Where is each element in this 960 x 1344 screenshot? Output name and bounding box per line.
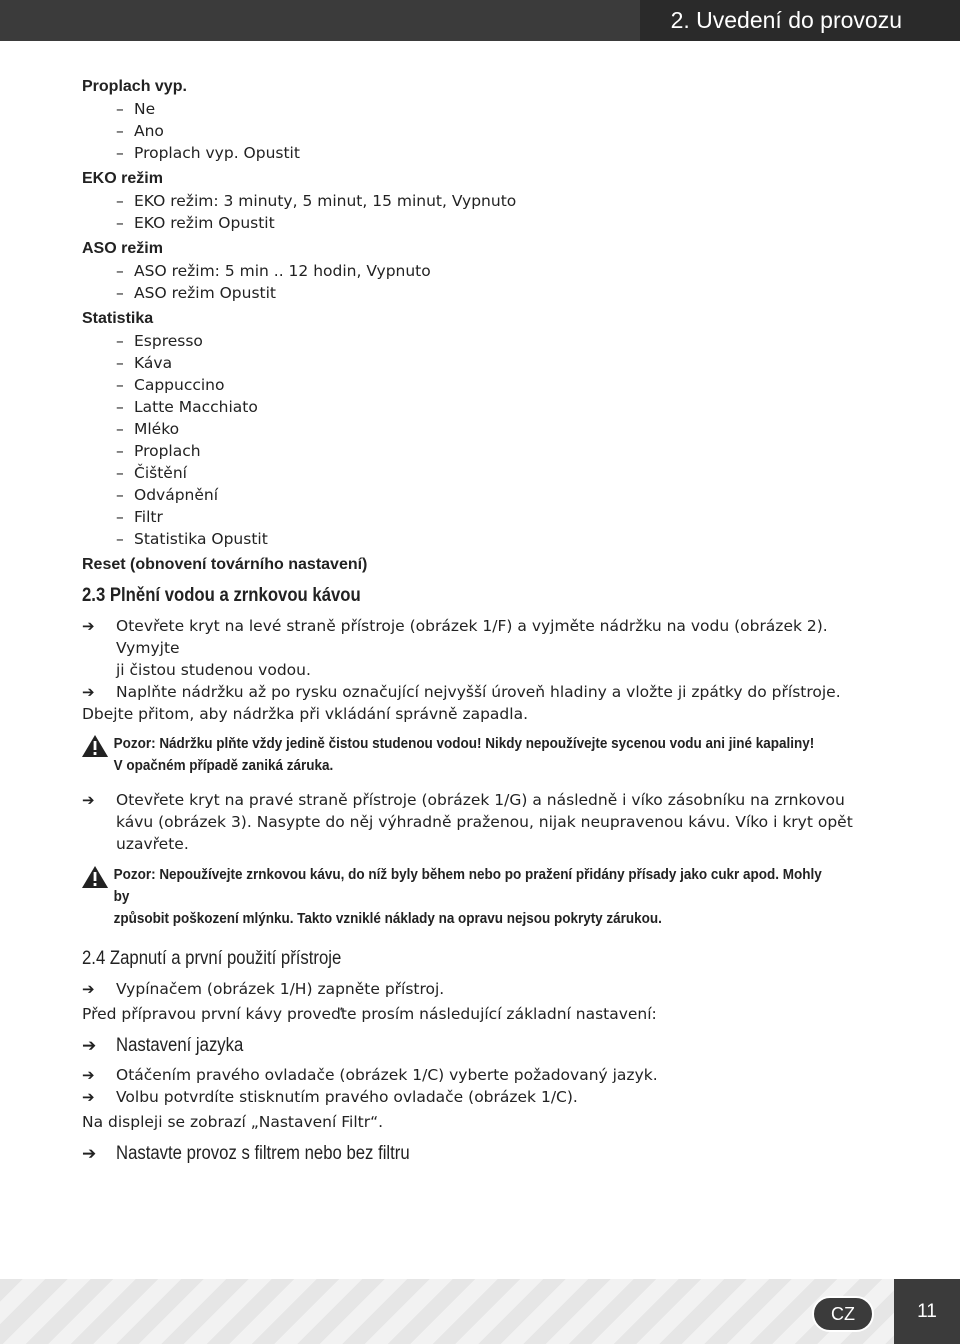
paragraph-fill-tank: ➔ Naplňte nádržku až po rysku označující nejvyšší úroveň hladiny a vložte ji zpátky do přístroje. (82, 683, 841, 701)
page-number: 11 (894, 1279, 960, 1344)
list-item: – Odvápnění (116, 486, 219, 504)
menu-heading-reset: Reset (obnovení továrního nastavení) (82, 556, 368, 573)
warning-icon (82, 735, 108, 764)
list-item: – Cappuccino (116, 376, 225, 394)
arrow-icon: ➔ (82, 791, 95, 809)
paragraph-basic-settings: Před přípravou první kávy proveďte prosím následující základní nastavení: (82, 1005, 657, 1023)
warning-icon (82, 866, 108, 895)
warning-beans: Pozor: Nepoužívejte zrnkovou kávu, do níž byly během nebo po pražení přidány přísady jako cukr apod. Mohly by způsobit poškození mlýnku. Takto vzniklé náklady na opravu nejsou pokryty zárukou. (82, 864, 826, 930)
list-item: – ASO režim Opustit (116, 284, 277, 302)
list-item: – Proplach (116, 442, 201, 460)
arrow-icon: ➔ (82, 1036, 97, 1055)
header-bar (0, 0, 960, 41)
paragraph-switch-on: ➔ Vypínačem (obrázek 1/H) zapněte přístroj. (82, 980, 445, 998)
page-title: 2. Uvedení do provozu (670, 7, 902, 33)
arrow-icon: ➔ (82, 1066, 95, 1084)
list-item: – EKO režim Opustit (116, 214, 275, 232)
menu-heading-eco: EKO režim (82, 170, 163, 187)
arrow-icon: ➔ (82, 1088, 95, 1106)
arrow-icon: ➔ (82, 1144, 97, 1163)
list-item: – Espresso (116, 332, 203, 350)
paragraph-tank-fit: Dbejte přitom, aby nádržka při vkládání správně zapadla. (82, 705, 529, 723)
warning-water: Pozor: Nádržku plňte vždy jedině čistou studenou vodou! Nikdy nepoužívejte sycenou vodu ani jiné kapaliny! V opačném případě zaniká záruka. (82, 733, 826, 777)
language-badge: CZ (812, 1296, 874, 1332)
menu-heading-rinse-off: Proplach vyp. (82, 78, 187, 95)
list-item: – Mléko (116, 420, 180, 438)
list-item: – ASO režim: 5 min .. 12 hodin, Vypnuto (116, 262, 431, 280)
heading-language-setting: ➔ Nastavení jazyka (82, 1033, 882, 1059)
heading-filter-setting: ➔ Nastavte provoz s filtrem nebo bez filtru (82, 1141, 882, 1167)
list-item: – Proplach vyp. Opustit (116, 144, 300, 162)
list-item: – Káva (116, 354, 173, 372)
list-item: – Statistika Opustit (116, 530, 268, 548)
list-item: – Filtr (116, 508, 163, 526)
paragraph-select-language: ➔ Otáčením pravého ovladače (obrázek 1/C) vyberte požadovaný jazyk. (82, 1066, 658, 1084)
arrow-icon: ➔ (82, 683, 95, 701)
section-heading-2-4: 2.4 Zapnutí a první použití přístroje (82, 948, 342, 969)
list-item: – EKO režim: 3 minuty, 5 minut, 15 minut, Vypnuto (116, 192, 517, 210)
paragraph-confirm-language: ➔ Volbu potvrdíte stisknutím pravého ovladače (obrázek 1/C). (82, 1088, 578, 1106)
arrow-icon: ➔ (82, 617, 95, 635)
section-heading-2-3: 2.3 Plnění vodou a zrnkovou kávou (82, 585, 361, 606)
list-item: – Ne (116, 100, 156, 118)
list-item: – Ano (116, 122, 164, 140)
menu-heading-aso: ASO režim (82, 240, 163, 257)
menu-heading-stats: Statistika (82, 310, 154, 327)
list-item: – Čištění (116, 464, 187, 482)
paragraph-display-filter: Na displeji se zobrazí „Nastavení Filtr“. (82, 1113, 384, 1131)
main-content (82, 76, 882, 1167)
list-item: – Latte Macchiato (116, 398, 258, 416)
paragraph-fill-beans: ➔ Otevřete kryt na pravé straně přístroje (obrázek 1/G) a následně i víko zásobníku na zrnkovou kávu (obrázek 3). Nasypte do něj výhradně praženou, nijak neupravenou kávu. Víko i kryt opět uzavřete. (82, 791, 853, 853)
arrow-icon: ➔ (82, 980, 95, 998)
paragraph-fill-water: ➔ Otevřete kryt na levé straně přístroje (obrázek 1/F) a vyjměte nádržku na vodu (obrázek 2). Vymyjte ji čistou studenou vodou. (82, 617, 828, 679)
